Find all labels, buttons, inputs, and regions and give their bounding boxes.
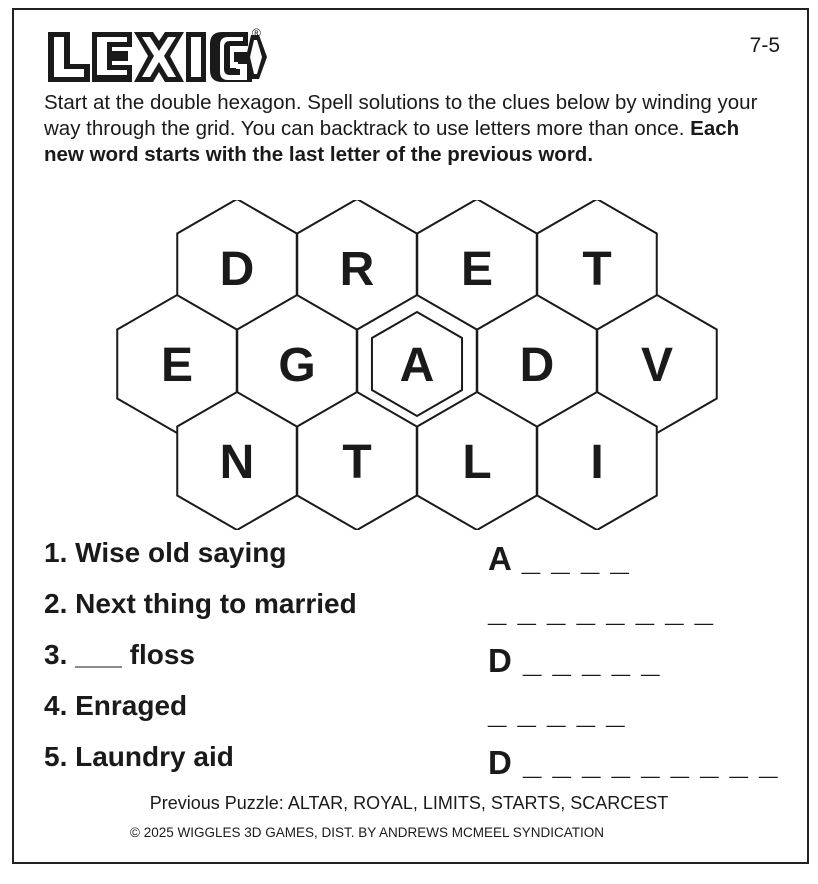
clue-5-text: 5. Laundry aid: [44, 741, 234, 772]
hex-letter: R: [339, 243, 375, 296]
clue-row: [44, 588, 794, 639]
hex-letter: A: [399, 339, 435, 392]
clue-2-answer[interactable]: _ _ _ _ _ _ _ _: [488, 591, 715, 628]
hex-letter: N: [219, 436, 255, 489]
hex-letter: E: [160, 339, 194, 392]
hex-letter: T: [582, 243, 612, 296]
instructions-bold: Each new word starts with the last letter of the previous word.: [44, 117, 740, 166]
clue-row: [44, 741, 794, 792]
hex-letter: D: [219, 243, 255, 296]
clue-list: [44, 537, 794, 792]
clue-1-text: 1. Wise old saying: [44, 537, 287, 568]
letter-grid: [100, 200, 720, 530]
clue-2-text: 2. Next thing to married: [44, 588, 357, 619]
clue-1-answer[interactable]: A _ _ _ _: [488, 540, 630, 577]
hex-letter: V: [640, 339, 674, 392]
puzzle-id: 7-5: [749, 34, 780, 57]
clue-row: [44, 639, 794, 690]
hex-letter: T: [342, 436, 372, 489]
clue-4-text: 4. Enraged: [44, 690, 188, 721]
clue-4-answer[interactable]: _ _ _ _ _: [488, 693, 626, 730]
clue-row: [44, 537, 794, 588]
instructions-normal: Start at the double hexagon. Spell solutions to the clues below by winding your way through the grid. You can backtrack to use letters more than once.: [44, 91, 758, 140]
clue-3-answer[interactable]: D _ _ _ _ _: [488, 642, 661, 679]
copyright: © 2025 WIGGLES 3D GAMES, DIST. BY ANDREWS MCMEEL SYNDICATION: [130, 825, 605, 840]
clue-5-answer[interactable]: D _ _ _ _ _ _ _ _ _: [488, 744, 779, 781]
hex-letter: G: [278, 339, 316, 392]
hex-letter: I: [590, 436, 604, 489]
registered-mark: ®: [252, 26, 261, 40]
instructions: [44, 90, 784, 168]
hex-letter: L: [462, 436, 492, 489]
hex-letter: E: [460, 243, 494, 296]
lexigo-logo: [46, 28, 268, 86]
clue-3-text: 3. ___ floss: [44, 639, 195, 670]
previous-puzzle: Previous Puzzle: ALTAR, ROYAL, LIMITS, STARTS, SCARCEST: [149, 793, 669, 813]
clue-row: [44, 690, 794, 741]
hex-letter: D: [519, 339, 555, 392]
